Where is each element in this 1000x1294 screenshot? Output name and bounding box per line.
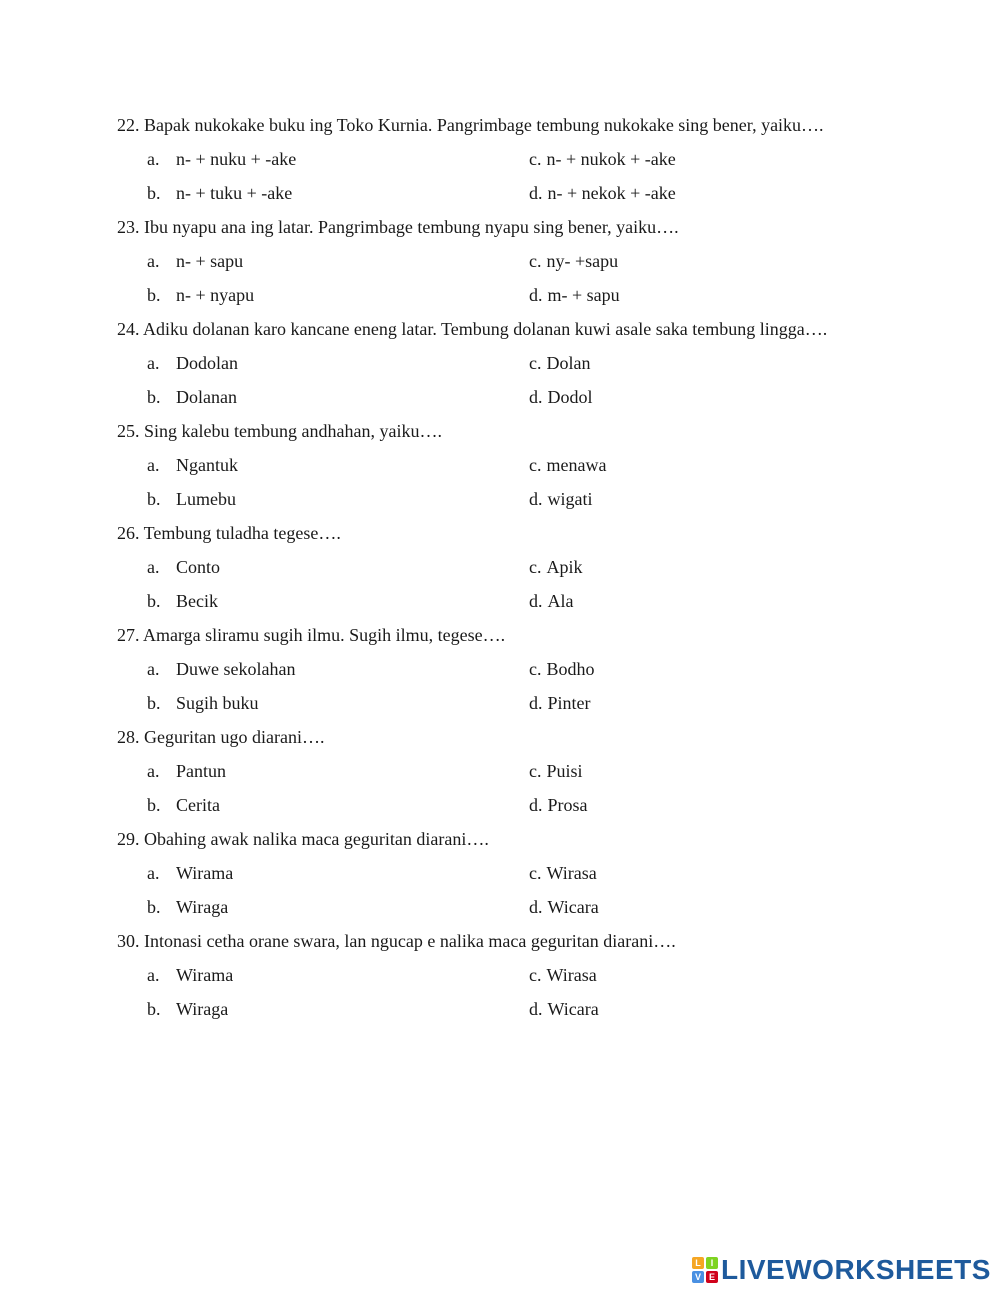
option-letter: d. [529,999,543,1019]
option-letter: d. [529,795,543,815]
liveworksheets-logo-icon [692,1257,718,1283]
answer-option [529,590,574,612]
option-letter: b. [147,999,161,1019]
option-text: n- + nekok + -ake [547,183,676,203]
option-text: Dodol [547,387,593,407]
option-text: Duwe sekolahan [176,659,296,679]
option-letter: a. [147,251,160,271]
option-text: Pantun [176,761,227,781]
option-letter: d. [529,489,543,509]
option-letter: c. [529,149,542,169]
answer-option [147,794,220,816]
option-text: n- + nuku + -ake [176,149,297,169]
answer-option [147,182,292,204]
option-text: m- + sapu [547,285,620,305]
option-text: Ala [547,591,574,611]
answer-option [147,556,220,578]
option-letter: c. [529,863,542,883]
option-letter: a. [147,965,160,985]
logo-square-v: V [692,1271,704,1283]
option-text: Prosa [547,795,588,815]
answer-option [529,658,595,680]
option-text: Dodolan [176,353,238,373]
option-letter: b. [147,489,161,509]
option-text: Apik [546,557,583,577]
option-letter: b. [147,897,161,917]
answer-option [147,760,226,782]
option-letter: c. [529,251,542,271]
option-text: n- + tuku + -ake [176,183,293,203]
answer-option [529,862,597,884]
option-letter: d. [529,591,543,611]
option-letter: c. [529,965,542,985]
option-letter: b. [147,693,161,713]
option-text: Becik [176,591,218,611]
option-letter: a. [147,557,160,577]
option-text: ny- +sapu [546,251,619,271]
option-letter: c. [529,557,542,577]
answer-option [529,352,591,374]
question-stem: 23. Ibu nyapu ana ing latar. Pangrimbage tembung nyapu sing bener, yaiku…. [117,217,679,237]
answer-option [147,488,236,510]
answer-option [529,250,618,272]
question-stem: 29. Obahing awak nalika maca geguritan diarani…. [117,829,489,849]
answer-option [529,692,591,714]
option-letter: a. [147,863,160,883]
option-text: Wirasa [546,965,597,985]
answer-option [529,896,599,918]
answer-option [529,964,597,986]
question-stem: 26. Tembung tuladha tegese…. [117,523,341,543]
option-letter: b. [147,285,161,305]
option-text: Ngantuk [176,455,238,475]
option-text: Wirama [176,965,234,985]
option-letter: d. [529,897,543,917]
option-letter: c. [529,659,542,679]
option-text: Bodho [546,659,595,679]
option-text: Wicara [547,999,599,1019]
option-letter: d. [529,285,543,305]
option-letter: a. [147,761,160,781]
question-stem: 24. Adiku dolanan karo kancane eneng latar. Tembung dolanan kuwi asale saka tembung lingga…. [117,319,828,339]
option-letter: b. [147,591,161,611]
option-letter: a. [147,659,160,679]
option-letter: b. [147,387,161,407]
answer-option [529,556,583,578]
logo-square-l: L [692,1257,704,1269]
option-text: Puisi [546,761,583,781]
answer-option [147,964,233,986]
answer-option [529,760,583,782]
question-stem: 30. Intonasi cetha orane swara, lan ngucap e nalika maca geguritan diarani…. [117,931,676,951]
answer-option [529,794,588,816]
answer-option [147,998,228,1020]
option-text: Wiraga [176,897,229,917]
liveworksheets-brand [692,1255,991,1285]
question-stem: 27. Amarga sliramu sugih ilmu. Sugih ilmu, tegese…. [117,625,506,645]
option-letter: d. [529,183,543,203]
logo-square-e: E [706,1271,718,1283]
answer-option [529,998,599,1020]
answer-option [147,250,243,272]
logo-square-i: I [706,1257,718,1269]
option-text: Dolanan [176,387,237,407]
option-letter: c. [529,761,542,781]
option-text: n- + sapu [176,251,244,271]
option-text: Pinter [547,693,591,713]
answer-option [147,386,237,408]
option-text: menawa [546,455,607,475]
answer-option [147,148,296,170]
answer-option [147,896,228,918]
answer-option [529,182,676,204]
option-text: Wicara [547,897,599,917]
option-letter: d. [529,387,543,407]
answer-option [147,590,218,612]
answer-option [147,352,238,374]
option-letter: c. [529,353,542,373]
option-text: n- + nukok + -ake [546,149,676,169]
option-text: Cerita [176,795,220,815]
option-letter: b. [147,183,161,203]
question-stem: 25. Sing kalebu tembung andhahan, yaiku…. [117,421,442,441]
answer-option [147,454,238,476]
option-text: Sugih buku [176,693,259,713]
answer-option [529,454,606,476]
option-letter: a. [147,455,160,475]
option-text: n- + nyapu [176,285,255,305]
option-text: Lumebu [176,489,236,509]
answer-option [147,658,295,680]
option-text: Wirasa [546,863,597,883]
answer-option [147,284,254,306]
answer-option [529,386,593,408]
option-text: Conto [176,557,221,577]
brand-name: LIVEWORKSHEETS [721,1254,991,1285]
option-letter: a. [147,353,160,373]
answer-option [147,692,259,714]
answer-option [529,488,593,510]
question-stem: 22. Bapak nukokake buku ing Toko Kurnia. Pangrimbage tembung nukokake sing bener, yaiku…. [117,115,824,135]
option-text: Wirama [176,863,234,883]
answer-option [529,148,676,170]
option-letter: b. [147,795,161,815]
question-stem: 28. Geguritan ugo diarani…. [117,727,325,747]
option-letter: d. [529,693,543,713]
option-text: Dolan [546,353,591,373]
answer-option [147,862,233,884]
option-text: wigati [547,489,593,509]
option-letter: c. [529,455,542,475]
answer-option [529,284,620,306]
option-text: Wiraga [176,999,229,1019]
option-letter: a. [147,149,160,169]
